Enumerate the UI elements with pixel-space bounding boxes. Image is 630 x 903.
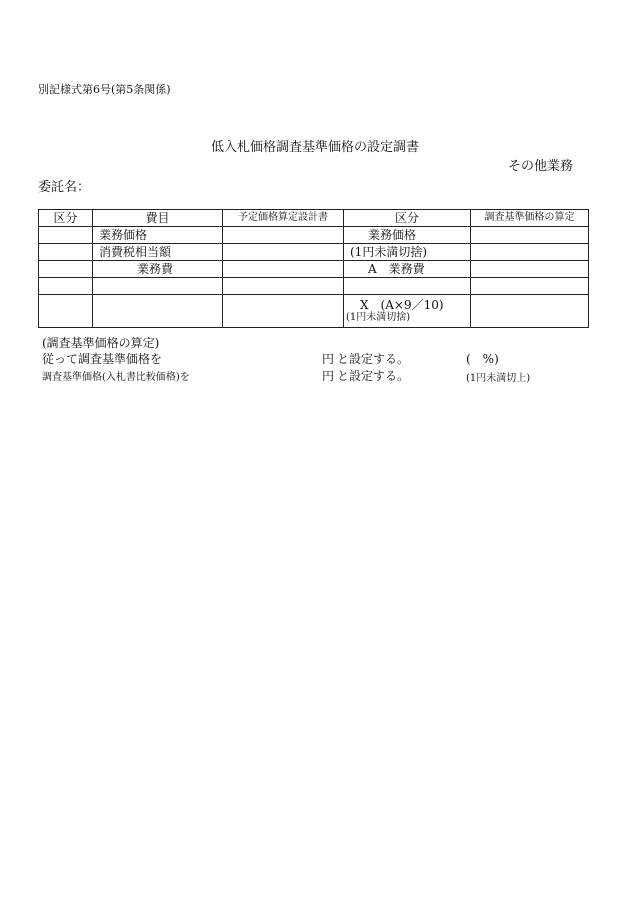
table-cell	[39, 261, 93, 278]
table-cell-x	[344, 295, 471, 328]
table-cell	[471, 227, 589, 244]
table-cell	[223, 227, 344, 244]
table-row	[39, 244, 589, 261]
bid-compare-yen: 円	[322, 369, 335, 383]
table-row	[39, 227, 589, 244]
table-cell: 業務費	[93, 261, 223, 278]
table-cell	[39, 227, 93, 244]
table-cell	[223, 278, 344, 295]
calc-heading: (調査基準価格の算定)	[42, 336, 160, 350]
table-cell: A 業務費	[344, 261, 471, 278]
base-price-line-label: 従って調査基準価格を	[42, 352, 163, 366]
x-rounding-note: (1円未満切捨)	[346, 312, 411, 323]
table-cell	[344, 278, 471, 295]
table-cell	[93, 278, 223, 295]
table-cell	[39, 278, 93, 295]
table-cell: (1円未満切捨)	[344, 244, 471, 261]
table-cell	[223, 261, 344, 278]
form-reference: 別記様式第6号(第5条関係)	[38, 83, 171, 96]
category-label: その他業務	[508, 159, 574, 174]
header-cost-item: 費目	[93, 210, 223, 227]
calculation-table	[38, 209, 589, 328]
table-row	[39, 261, 589, 278]
table-cell: 消費税相当額	[93, 244, 223, 261]
table-cell	[223, 244, 344, 261]
table-cell: 業務価格	[93, 227, 223, 244]
table-row	[39, 278, 589, 295]
bid-compare-rounding-note: (1円未満切上)	[466, 373, 531, 384]
table-cell	[471, 295, 589, 328]
base-price-set-text: と設定する。	[337, 352, 410, 366]
table-header-row	[39, 210, 589, 227]
table-cell	[471, 261, 589, 278]
client-label: 委託名：	[38, 180, 91, 195]
table-cell	[223, 295, 344, 328]
document-title: 低入札価格調査基準価格の設定調書	[210, 140, 419, 155]
header-category-left: 区分	[39, 210, 93, 227]
table-cell	[39, 295, 93, 328]
base-price-percent: ( %)	[466, 352, 499, 366]
table-cell	[93, 295, 223, 328]
table-cell: 業務価格	[344, 227, 471, 244]
bid-compare-set-text: と設定する。	[337, 369, 410, 383]
base-price-yen: 円	[322, 352, 335, 366]
table-cell	[39, 244, 93, 261]
header-estimate-design: 予定価格算定設計書	[223, 210, 344, 227]
x-formula: X (A×9／10)	[360, 298, 444, 312]
table-cell	[471, 278, 589, 295]
bid-compare-line-label: 調査基準価格(入札書比較価格)を	[42, 372, 190, 383]
header-category-right: 区分	[344, 210, 471, 227]
header-base-price-calc: 調査基準価格の算定	[471, 210, 589, 227]
table-row	[39, 295, 589, 328]
table-cell	[471, 244, 589, 261]
